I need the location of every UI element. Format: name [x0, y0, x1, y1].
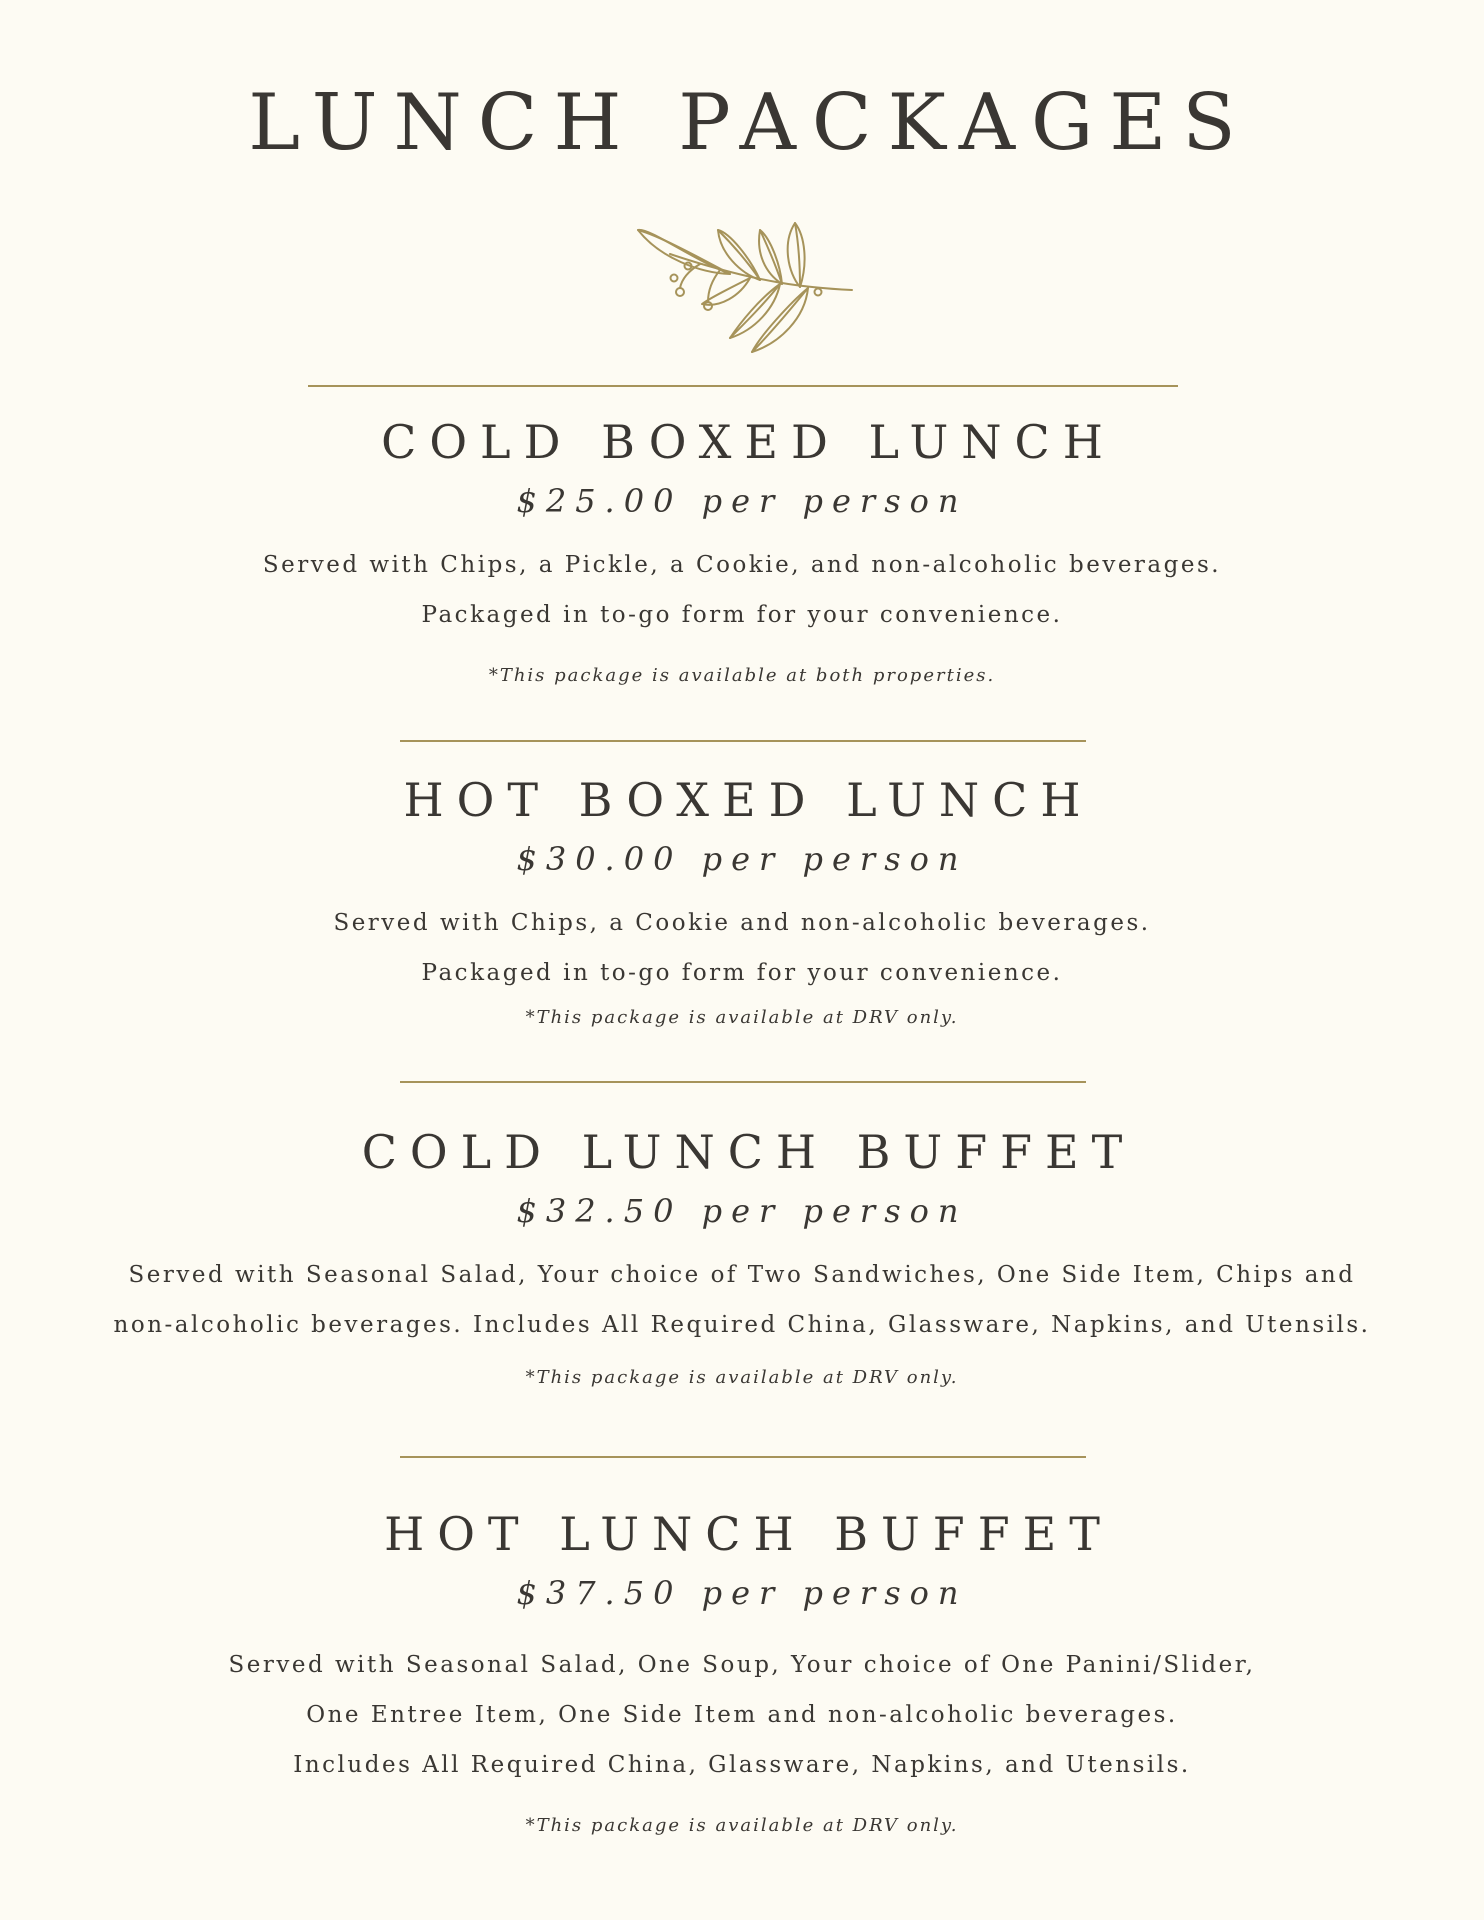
description-line: Served with Chips, a Cookie and non-alcoholic beverages. [333, 910, 1151, 936]
package-title: HOT BOXED LUNCH [403, 773, 1094, 827]
package-title: COLD LUNCH BUFFET [361, 1125, 1136, 1179]
package-title: HOT LUNCH BUFFET [384, 1507, 1113, 1561]
description-line: Includes All Required China, Glassware, Napkins, and Utensils. [293, 1752, 1191, 1778]
package-price: $37.50 per person [516, 1574, 968, 1612]
package-cold-lunch-buffet [0, 1124, 1484, 1392]
divider [400, 1081, 1086, 1083]
package-description [0, 540, 1484, 640]
description-line: Packaged in to-go form for your convenience. [421, 960, 1063, 986]
availability-note: *This package is available at DRV only. [525, 1007, 959, 1028]
leaf-sprig-icon [630, 218, 860, 353]
package-description [0, 1640, 1484, 1790]
package-price: $30.00 per person [516, 840, 968, 878]
package-description [0, 1250, 1484, 1350]
description-line: Served with Seasonal Salad, One Soup, Your choice of One Panini/Slider, [228, 1652, 1256, 1678]
package-title: COLD BOXED LUNCH [381, 415, 1116, 469]
package-hot-boxed-lunch [0, 772, 1484, 1032]
package-cold-boxed-lunch [0, 414, 1484, 690]
availability-note: *This package is available at DRV only. [525, 1815, 959, 1836]
package-price: $32.50 per person [516, 1192, 968, 1230]
description-line: Served with Chips, a Pickle, a Cookie, and non-alcoholic beverages. [262, 552, 1222, 578]
description-line: Served with Seasonal Salad, Your choice of Two Sandwiches, One Side Item, Chips and [128, 1262, 1356, 1288]
description-line: Packaged in to-go form for your convenience. [421, 602, 1063, 628]
divider [400, 1456, 1086, 1458]
package-hot-lunch-buffet [0, 1506, 1484, 1840]
availability-note: *This package is available at DRV only. [525, 1367, 959, 1388]
package-description [0, 898, 1484, 998]
package-price: $25.00 per person [516, 482, 968, 520]
page-title: LUNCH PACKAGES [248, 78, 1252, 168]
divider [400, 740, 1086, 742]
availability-note: *This package is available at both properties. [488, 665, 996, 686]
description-line: One Entree Item, One Side Item and non-alcoholic beverages. [306, 1702, 1178, 1728]
description-line: non-alcoholic beverages. Includes All Required China, Glassware, Napkins, and Utensils. [113, 1312, 1371, 1338]
divider-top [308, 385, 1178, 387]
